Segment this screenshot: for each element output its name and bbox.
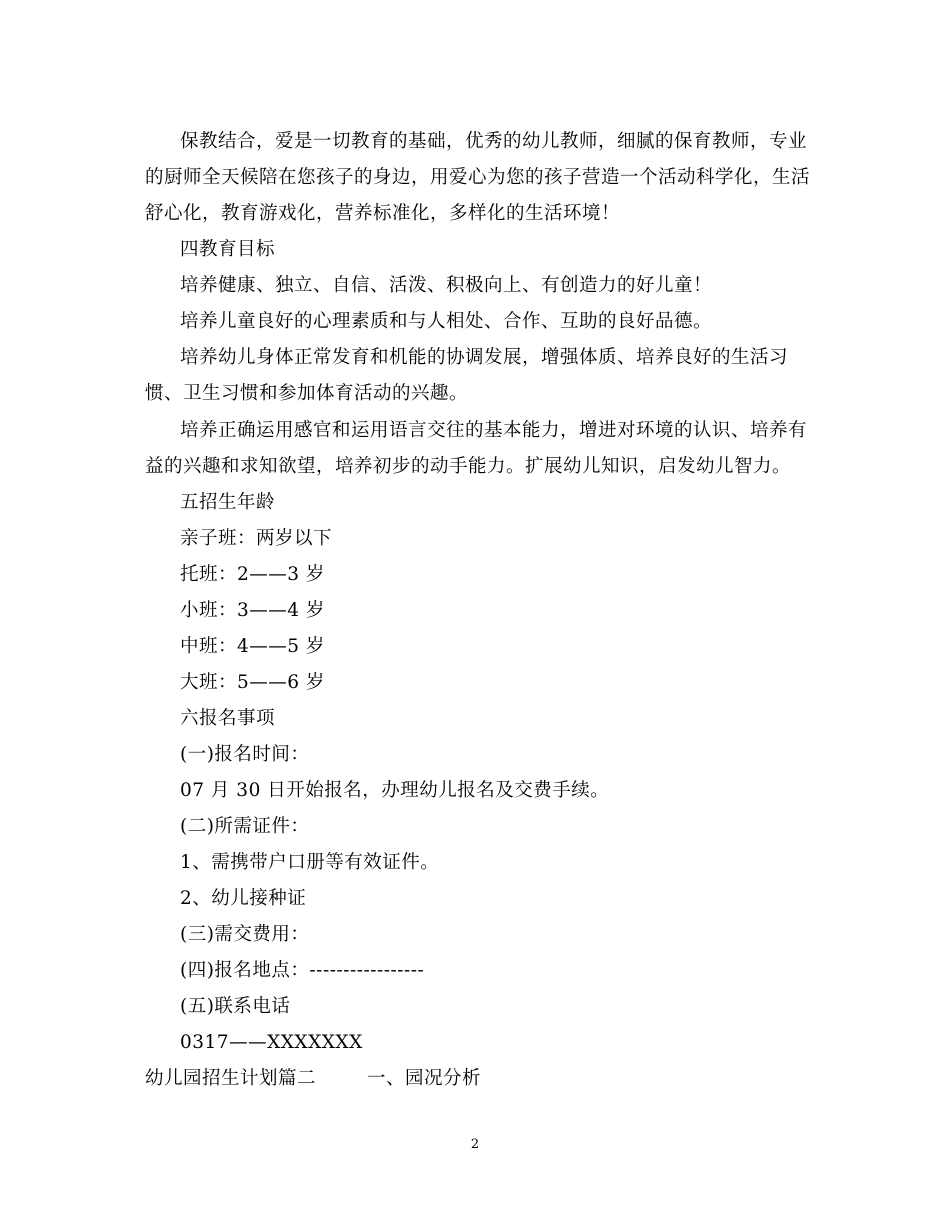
paragraph-line: 07 月 30 日开始报名，办理幼儿报名及交费手续。 [180, 780, 610, 801]
paragraph-line: 保教结合，爱是一切教育的基础，优秀的幼儿教师，细腻的保育教师，专业 [180, 131, 808, 152]
paragraph-line: 培养正确运用感官和运用语言交往的基本能力，增进对环境的认识、培养有 [180, 420, 808, 441]
list-item: (二)所需证件： [180, 816, 310, 837]
paragraph-line: 培养幼儿身体正常发育和机能的协调发展，增强体质、培养良好的生活习 [180, 347, 789, 368]
list-item: 大班：5——6 岁 [180, 672, 325, 693]
section-heading: 五招生年龄 [180, 492, 276, 513]
list-item: 亲子班：两岁以下 [180, 528, 333, 549]
paragraph-line: 的厨师全天候陪在您孩子的身边，用爱心为您的孩子营造一个活动科学化，生活 [145, 167, 811, 188]
list-item: 1、需携带户口册等有效证件。 [180, 852, 440, 873]
list-item: (三)需交费用： [180, 924, 310, 945]
list-item: 中班：4——5 岁 [180, 636, 325, 657]
section-heading: 四教育目标 [180, 239, 276, 260]
list-item: 2、幼儿接种证 [180, 888, 307, 909]
paragraph-line: 培养儿童良好的心理素质和与人相处、合作、互助的良好品德。 [180, 311, 713, 332]
paragraph-line: 益的兴趣和求知欲望，培养初步的动手能力。扩展幼儿知识，启发幼儿智力。 [145, 456, 792, 477]
list-item: (五)联系电话 [180, 996, 291, 1017]
phone-number: 0317——XXXXXXX [180, 1032, 363, 1053]
section-title: 幼儿园招生计划篇二 一、园况分析 [145, 1068, 482, 1089]
list-item: (四)报名地点：----------------- [180, 960, 425, 981]
list-item: 托班：2——3 岁 [180, 564, 325, 585]
paragraph-line: 培养健康、独立、自信、活泼、积极向上、有创造力的好儿童！ [180, 275, 713, 296]
paragraph-line: 惯、卫生习惯和参加体育活动的兴趣。 [145, 383, 469, 404]
page-number: 2 [470, 1137, 480, 1152]
list-item: 小班：3——4 岁 [180, 600, 325, 621]
list-item: (一)报名时间： [180, 744, 310, 765]
section-heading: 六报名事项 [180, 708, 276, 729]
paragraph-line: 舒心化，教育游戏化，营养标准化，多样化的生活环境！ [145, 203, 621, 224]
